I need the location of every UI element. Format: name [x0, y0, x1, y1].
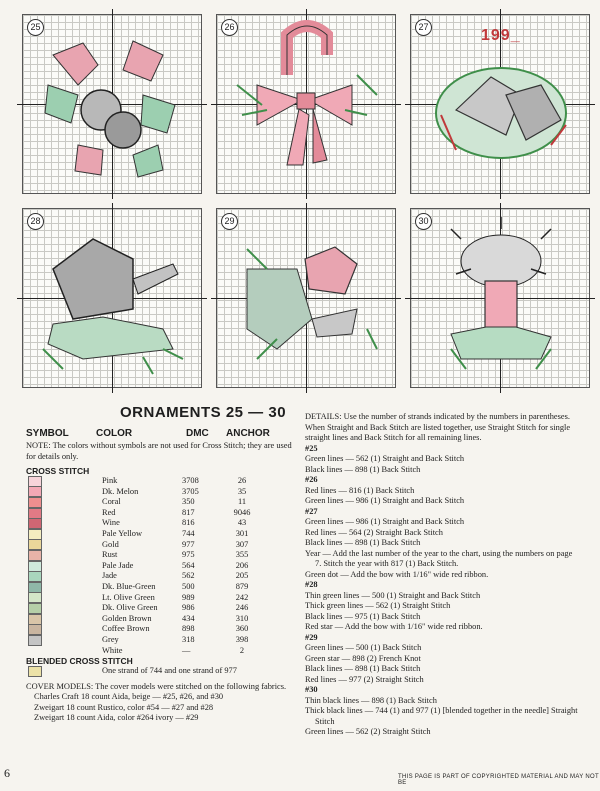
- color-row: Rust 975 355: [26, 550, 296, 561]
- color-list: [26, 476, 296, 656]
- detail-line: Thick black lines — 744 (1) and 977 (1) [blended together in the needle] Straight Stitch: [305, 706, 578, 726]
- color-row: Pale Jade 564 206: [26, 561, 296, 572]
- blended-heading: BLENDED CROSS STITCH: [26, 656, 133, 667]
- color-row: White — 2: [26, 646, 296, 657]
- detail-line: Thick green lines — 562 (1) Straight Stitch: [305, 601, 451, 610]
- chart-number: 30: [415, 213, 432, 230]
- page-number: 6: [4, 766, 10, 780]
- ornament-29-dove-motif: [217, 209, 395, 387]
- color-row: Dk. Blue-Green 500 879: [26, 582, 296, 593]
- blended-symbol: [28, 666, 42, 677]
- jade-symbol: [28, 571, 42, 582]
- color-header: COLOR: [96, 428, 133, 439]
- golden-brown-symbol: [28, 614, 42, 625]
- color-row: Pale Yellow 744 301: [26, 529, 296, 540]
- detail-line: Red star — Add the bow with 1/16" wide red ribbon.: [305, 622, 483, 631]
- color-row: Jade 562 205: [26, 571, 296, 582]
- detail-line: Green lines — 986 (1) Straight and Back Stitch: [305, 517, 465, 526]
- chart-25: [22, 14, 202, 194]
- detail-line: Thin black lines — 898 (1) Back Stitch: [305, 695, 437, 705]
- coral-symbol: [28, 497, 42, 508]
- detail-heading: #29: [305, 632, 318, 642]
- cover-models-text: COVER MODELS: The cover models were stitched on the following fabrics.: [26, 681, 287, 691]
- color-key: [26, 428, 296, 724]
- chart-number: 26: [221, 19, 238, 36]
- detail-line: Black lines — 898 (1) Back Stitch: [305, 464, 421, 474]
- year-label: 199_: [481, 27, 521, 44]
- detail-line: Red lines — 977 (2) Straight Stitch: [305, 674, 424, 684]
- ornament-25-bells-motif: [23, 15, 201, 193]
- chart-26: [216, 14, 396, 194]
- dk-melon-symbol: [28, 486, 42, 497]
- chart-number: 25: [27, 19, 44, 36]
- blended-row: [26, 666, 296, 677]
- ornament-28-watering-can-motif: [23, 209, 201, 387]
- fabric-item: Zweigart 18 count Rustico, color #54 — #27 and #28: [34, 702, 214, 712]
- detail-line: Black lines — 898 (1) Back Stitch: [305, 538, 421, 547]
- cross-stitch-heading: CROSS STITCH: [26, 466, 90, 476]
- coffee-brown-symbol: [28, 624, 42, 635]
- detail-line: Red lines — 564 (2) Straight Back Stitch: [305, 527, 443, 537]
- dmc-header: DMC: [186, 428, 209, 439]
- blended-text: One strand of 744 and one strand of 977: [102, 666, 237, 676]
- color-row: Coffee Brown 898 360: [26, 624, 296, 635]
- color-row: Dk. Melon 3705 35: [26, 487, 296, 498]
- chart-30: [410, 208, 590, 388]
- detail-line: Green lines — 500 (1) Back Stitch: [305, 643, 422, 652]
- detail-line: Green lines — 986 (1) Straight and Back Stitch: [305, 496, 465, 505]
- detail-heading: #25: [305, 443, 318, 453]
- dk-olive-green-symbol: [28, 603, 42, 614]
- detail-line: Black lines — 975 (1) Back Stitch: [305, 611, 421, 621]
- color-key-header: [26, 428, 296, 439]
- wine-symbol: [28, 518, 42, 529]
- ornament-26-candy-cane-motif: [217, 15, 395, 193]
- fabric-item: Charles Craft 18 count Aida, beige — #25, #26, and #30: [34, 692, 224, 702]
- pink-symbol: [28, 476, 42, 487]
- detail-line: Green dot — Add the bow with 1/16" wide red ribbon.: [305, 569, 489, 579]
- chart-27: [410, 14, 590, 194]
- copyright-footer: THIS PAGE IS PART OF COPYRIGHTED MATERIAL AND MAY NOT BE: [398, 774, 599, 786]
- detail-line: Thin green lines — 500 (1) Straight and Back Stitch: [305, 590, 481, 600]
- color-row: Grey 318 398: [26, 635, 296, 646]
- detail-heading: #27: [305, 506, 318, 516]
- color-row: Dk. Olive Green 986 246: [26, 603, 296, 614]
- color-row: Lt. Olive Green 989 242: [26, 593, 296, 604]
- detail-line: Green lines — 562 (2) Straight Stitch: [305, 727, 431, 736]
- gold-symbol: [28, 539, 42, 550]
- chart-number: 29: [221, 213, 238, 230]
- color-row: Coral 350 11: [26, 497, 296, 508]
- chart-number: 27: [415, 19, 432, 36]
- fabric-item: Zweigart 18 count Aida, color #264 ivory — #29: [34, 713, 199, 723]
- ornament-30-candle-motif: [411, 209, 589, 387]
- white-symbol: [28, 645, 42, 656]
- chart-29: [216, 208, 396, 388]
- color-row: Gold 977 307: [26, 540, 296, 551]
- chart-number: 28: [27, 213, 44, 230]
- detail-line: Year — Add the last number of the year to the chart, using the numbers on page 7. Stitch the year with 817 (1) Back Stitch.: [305, 548, 573, 568]
- page-title: ORNAMENTS 25 — 30: [120, 404, 287, 421]
- lt-olive-green-symbol: [28, 592, 42, 603]
- anchor-header: ANCHOR: [226, 428, 270, 439]
- symbol-header: SYMBOL: [26, 428, 69, 439]
- color-row: Wine 816 43: [26, 518, 296, 529]
- pale-jade-symbol: [28, 561, 42, 572]
- detail-heading: #26: [305, 475, 318, 484]
- chart-28: [22, 208, 202, 388]
- color-row: Red 817 9046: [26, 508, 296, 519]
- dk-blue-green-symbol: [28, 582, 42, 593]
- detail-heading: #30: [305, 685, 318, 694]
- detail-line: Black lines — 898 (1) Back Stitch: [305, 664, 421, 673]
- color-row: Pink 3708 26: [26, 476, 296, 487]
- detail-line: Green lines — 562 (1) Straight and Back Stitch: [305, 454, 465, 463]
- grey-symbol: [28, 635, 42, 646]
- color-note: NOTE: The colors without symbols are not used for Cross Stitch; they are used for details only.: [26, 441, 292, 461]
- details-intro: DETAILS: Use the number of strands indicated by the numbers in parentheses. When Straight and Back Stitch are listed together, use Straight Stitch for single straight lines and Back Stitch for all remaining lines.: [305, 412, 571, 442]
- detail-line: Red lines — 816 (1) Back Stitch: [305, 485, 415, 495]
- detail-heading: #28: [305, 580, 318, 589]
- red-symbol: [28, 508, 42, 519]
- color-row: Golden Brown 434 310: [26, 614, 296, 625]
- rust-symbol: [28, 550, 42, 561]
- detail-line: Green star — 898 (2) French Knot: [305, 653, 421, 663]
- pale-yellow-symbol: [28, 529, 42, 540]
- details-section: [305, 412, 580, 738]
